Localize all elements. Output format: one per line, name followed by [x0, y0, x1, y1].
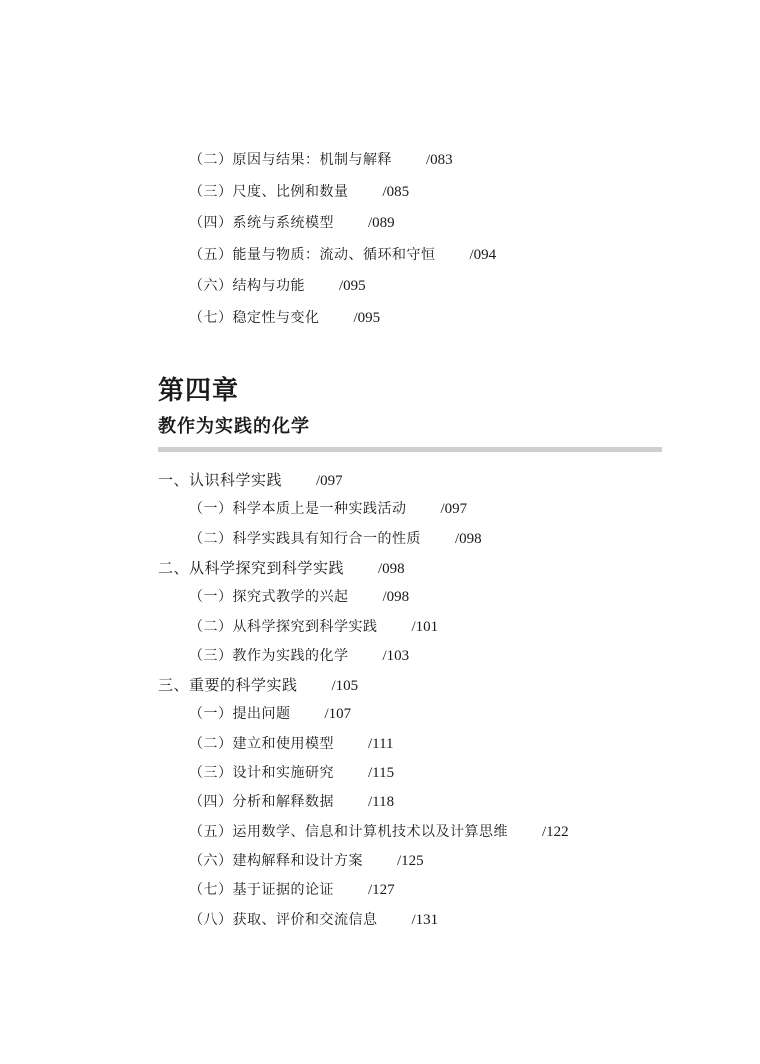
toc-entry-label: （六）结构与功能 — [189, 278, 305, 294]
toc-subsection-entry[interactable] — [189, 500, 467, 518]
toc-subsection-entry[interactable] — [189, 530, 482, 548]
toc-entry-label: （三）设计和实施研究 — [189, 765, 334, 781]
toc-subsection-entry[interactable] — [189, 911, 438, 929]
toc-subsection-entry[interactable] — [189, 823, 569, 841]
toc-entry-label: 二、从科学探究到科学实践 — [158, 558, 345, 577]
toc-subsection-entry[interactable] — [189, 881, 395, 899]
toc-subsection-entry[interactable] — [189, 618, 438, 636]
toc-entry-label: （二）科学实践具有知行合一的性质 — [189, 530, 421, 547]
toc-entry-label: （二）从科学探究到科学实践 — [189, 618, 378, 635]
toc-page-number: /083 — [426, 152, 453, 168]
toc-section-entry[interactable] — [158, 676, 358, 695]
toc-page-number: /111 — [368, 735, 394, 752]
toc-page-number: /095 — [339, 278, 366, 294]
toc-subsection-entry[interactable] — [189, 793, 394, 811]
chapter-divider — [158, 447, 662, 452]
toc-page-number: /098 — [382, 589, 410, 606]
toc-page-number: /095 — [353, 309, 381, 326]
toc-subsection-entry[interactable] — [189, 183, 409, 201]
chapter-number: 第四章 — [158, 376, 240, 406]
toc-subsection-entry[interactable] — [189, 214, 395, 232]
toc-entry-label: （四）分析和解释数据 — [189, 794, 334, 811]
toc-subsection-entry[interactable] — [189, 735, 394, 753]
toc-page-number: /098 — [378, 560, 405, 577]
toc-page-number: /115 — [368, 765, 395, 781]
toc-subsection-entry[interactable] — [189, 588, 409, 606]
toc-page-number: /101 — [411, 618, 439, 635]
toc-page-number: /122 — [542, 823, 569, 840]
toc-entry-label: （八）获取、评价和交流信息 — [189, 911, 378, 928]
toc-entry-label: （二）原因与结果：机制与解释 — [189, 152, 392, 168]
toc-entry-label: （七）稳定性与变化 — [189, 309, 320, 326]
toc-section-entry[interactable] — [158, 559, 405, 578]
toc-subsection-entry[interactable] — [189, 309, 380, 327]
toc-section-entry[interactable] — [158, 471, 343, 490]
toc-entry-label: （二）建立和使用模型 — [189, 735, 334, 752]
toc-entry-label: （一）科学本质上是一种实践活动 — [189, 501, 407, 518]
toc-entry-label: （五）运用数学、信息和计算机技术以及计算思维 — [189, 823, 508, 840]
toc-subsection-entry[interactable] — [189, 705, 351, 723]
toc-entry-label: （一）探究式教学的兴起 — [189, 589, 349, 606]
toc-subsection-entry[interactable] — [189, 852, 424, 870]
toc-page-number: /105 — [331, 678, 359, 695]
toc-page-number: /097 — [316, 473, 343, 489]
toc-page-number: /103 — [382, 647, 410, 664]
toc-page-number: /085 — [382, 183, 410, 200]
toc-entry-label: （七）基于证据的论证 — [189, 882, 334, 899]
chapter-title: 教作为实践的化学 — [158, 416, 310, 437]
toc-page-number: /098 — [455, 530, 482, 547]
toc-page-number: /127 — [368, 882, 395, 899]
toc-entry-label: （三）教作为实践的化学 — [189, 647, 349, 664]
toc-page-number: /131 — [411, 911, 439, 928]
toc-subsection-entry[interactable] — [189, 246, 496, 264]
toc-entry-label: 一、认识科学实践 — [158, 471, 283, 489]
toc-subsection-entry[interactable] — [189, 277, 366, 295]
toc-page-number: /089 — [368, 215, 395, 231]
toc-entry-label: （五）能量与物质：流动、循环和守恒 — [189, 246, 436, 263]
toc-page-number: /118 — [368, 794, 395, 811]
toc-subsection-entry[interactable] — [189, 647, 409, 665]
toc-page-number: /094 — [469, 246, 497, 263]
toc-subsection-entry[interactable] — [189, 151, 453, 169]
toc-entry-label: （三）尺度、比例和数量 — [189, 183, 349, 200]
toc-entry-label: 三、重要的科学实践 — [158, 676, 298, 695]
toc-page-number: /125 — [397, 852, 424, 869]
toc-subsection-entry[interactable] — [189, 764, 394, 782]
toc-entry-label: （一）提出问题 — [189, 706, 291, 723]
toc-page-number: /107 — [324, 706, 352, 723]
toc-entry-label: （四）系统与系统模型 — [189, 215, 334, 231]
toc-page-number: /097 — [440, 501, 468, 518]
toc-entry-label: （六）建构解释和设计方案 — [189, 852, 363, 869]
